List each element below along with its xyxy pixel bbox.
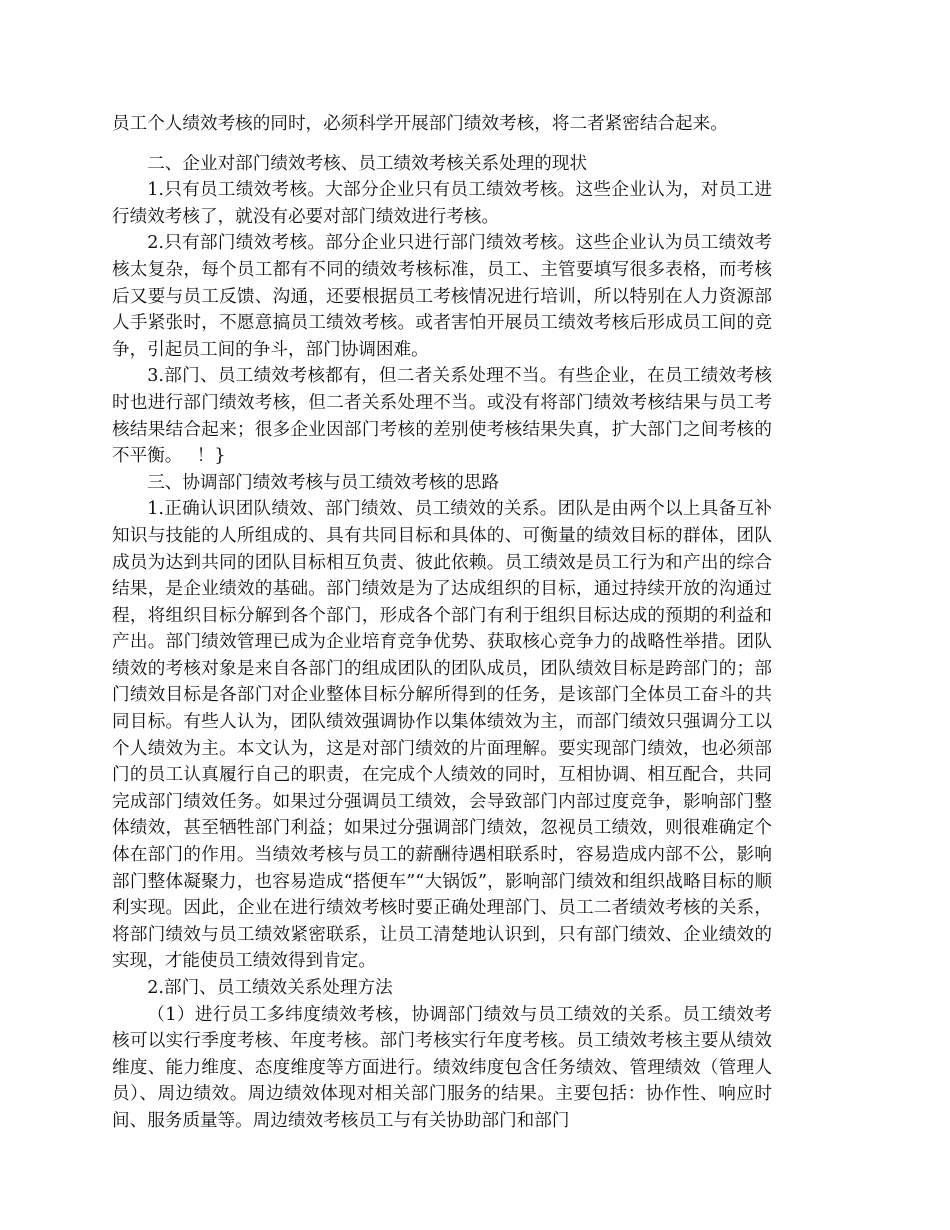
paragraph-2-2: 2.只有部门绩效考核。部分企业只进行部门绩效考核。这些企业认为员工绩效考核太复杂，每个员工都有不同的绩效考核标准，员工、主管要填写很多表格，而考核后又要与员工反馈、沟通，还要根据员工考核情况进行培训，所以特别在人力资源部人手紧张时，不愿意搞员工绩效考核。或者害怕开展员工绩效考核后形成员工间的竞争，引起员工间的争斗，部门协调困难。	[112, 233, 772, 360]
paragraph-3-1: 1.正确认识团队绩效、部门绩效、员工绩效的关系。团队是由两个以上具备互补知识与技能的人所组成的、具有共同目标和具体的、可衡量的绩效目标的群体，团队成员为达到共同的团队目标相互负责、彼此依赖。员工绩效是员工行为和产出的综合结果，是企业绩效的基础。部门绩效是为了达成组织的目标，通过持续开放的沟通过程，将组织目标分解到各个部门，形成各个部门有利于组织目标达成的预期的利益和产出。部门绩效管理已成为企业培育竞争优势、获取核心竞争力的战略性举措。团队绩效的考核对象是来自各部门的组成团队的团队成员，团队绩效目标是跨部门的；部门绩效目标是各部门对企业整体目标分解所得到的任务，是该部门全体员工奋斗的共同目标。有些人认为，团队绩效强调协作以集体绩效为主，而部门绩效只强调分工以个人绩效为主。本文认为，这是对部门绩效的片面理解。要实现部门绩效，也必须部门的员工认真履行自己的职责，在完成个人绩效的同时，互相协调、相互配合，共同完成部门绩效任务。如果过分强调员工绩效，会导致部门内部过度竞争，影响部门整体绩效，甚至牺牲部门利益；如果过分强调部门绩效，忽视员工绩效，则很难确定个体在部门的作用。当绩效考核与员工的薪酬待遇相联系时，容易造成内部不公，影响部门整体凝聚力，也容易造成“搭便车”“大锅饭”，影响部门绩效和组织战略目标的顺利实现。因此，企业在进行绩效考核时要正确处理部门、员工二者绩效考核的关系，将部门绩效与员工绩效紧密联系，让员工清楚地认识到，只有部门绩效、企业绩效的实现，才能使员工绩效得到肯定。	[112, 499, 772, 972]
paragraph-3-2-1: （1）进行员工多纬度绩效考核，协调部门绩效与员工绩效的关系。员工绩效考核可以实行季度考核、年度考核。部门考核实行年度考核。员工绩效考核主要从绩效维度、能力维度、态度维度等方面进行。绩效纬度包含任务绩效、管理绩效（管理人员）、周边绩效。周边绩效体现对相关部门服务的结果。主要包括：协作性、响应时间、服务质量等。周边绩效考核员工与有关协助部门和部门	[112, 1004, 772, 1131]
document-page	[112, 111, 772, 1135]
paragraph-continuation: 员工个人绩效考核的同时，必须科学开展部门绩效考核，将二者紧密结合起来。	[112, 114, 728, 134]
paragraph-2-1: 1.只有员工绩效考核。大部分企业只有员工绩效考核。这些企业认为，对员工进行绩效考核了，就没有必要对部门绩效进行考核。	[112, 180, 772, 227]
paragraph-3-2-heading: 2.部门、员工绩效关系处理方法	[147, 978, 393, 998]
paragraph-2-3: 3.部门、员工绩效考核都有，但二者关系处理不当。有些企业，在员工绩效考核时也进行部门绩效考核，但二者关系处理不当。或没有将部门绩效考核结果与员工考核结果结合起来；很多企业因部门考核的差别使考核结果失真，扩大部门之间考核的不平衡。 ！}	[112, 366, 772, 467]
section-heading-3: 三、协调部门绩效考核与员工绩效考核的思路	[147, 472, 500, 493]
section-heading-2: 二、企业对部门绩效考核、员工绩效考核关系处理的现状	[147, 153, 588, 174]
